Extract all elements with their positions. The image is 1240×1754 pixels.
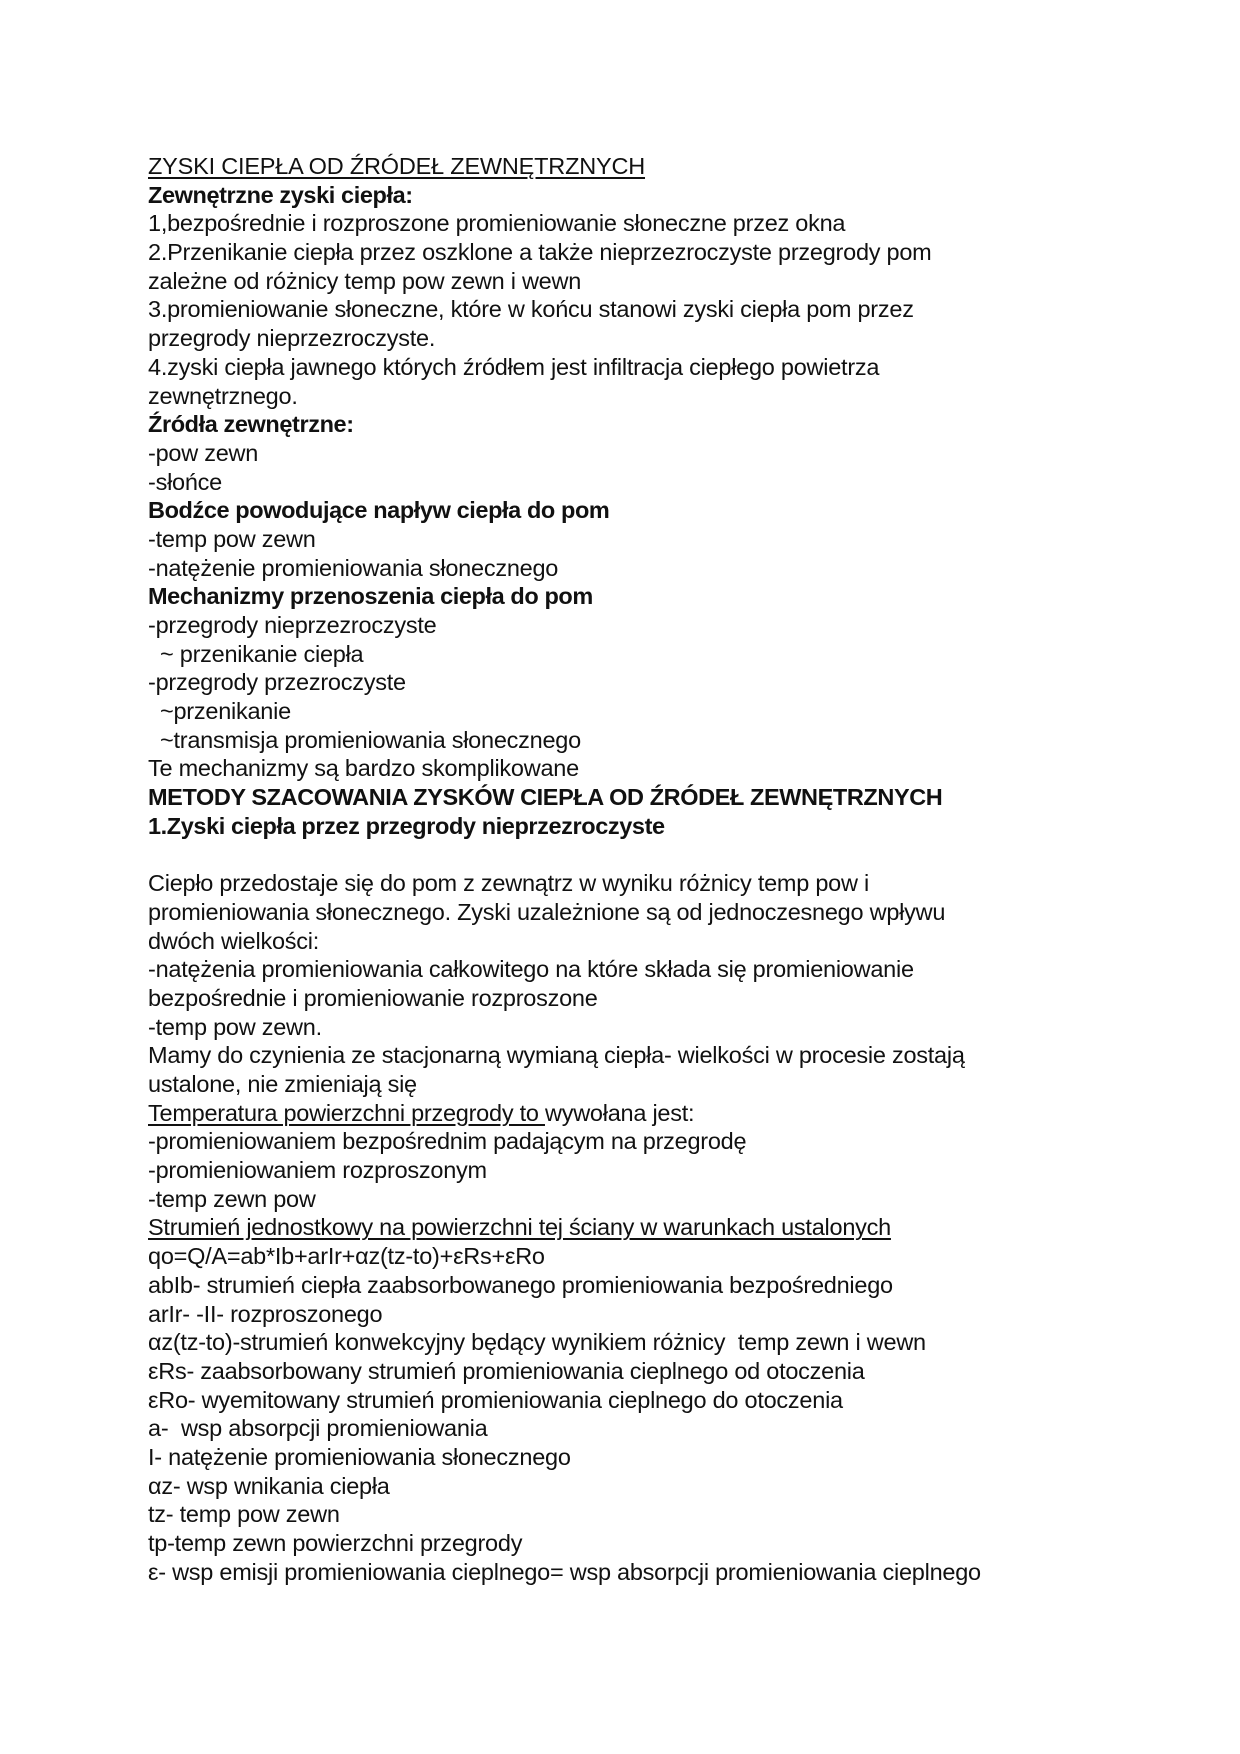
- section-heading: Zewnętrzne zyski ciepła:: [148, 181, 413, 208]
- paragraph-line: dwóch wielkości:: [148, 927, 320, 954]
- paragraph-line: promieniowania słonecznego. Zyski uzależnione są od jednoczesnego wpływu: [148, 898, 946, 925]
- definition: εRo- wyemitowany strumień promieniowania cieplnego do otoczenia: [148, 1386, 843, 1413]
- list-item: -natężenie promieniowania słonecznego: [148, 554, 559, 581]
- definition: εRs- zaabsorbowany strumień promieniowania cieplnego od otoczenia: [148, 1357, 865, 1384]
- paragraph-line: -temp pow zewn.: [148, 1013, 322, 1040]
- list-item: ~ przenikanie ciepła: [160, 640, 364, 667]
- list-item: przegrody nieprzezroczyste.: [148, 325, 436, 352]
- definition: abIb- strumień ciepła zaabsorbowanego promieniowania bezpośredniego: [148, 1271, 893, 1298]
- list-item: ~przenikanie: [160, 698, 291, 725]
- list-item: 2.Przenikanie ciepła przez oszklone a także nieprzezroczyste przegrody pom: [148, 239, 932, 266]
- formula: qo=Q/A=ab*Ib+arIr+αz(tz-to)+εRs+εRo: [148, 1243, 545, 1270]
- paragraph-line: Mamy do czynienia ze stacjonarną wymianą ciepła- wielkości w procesie zostają: [148, 1042, 965, 1069]
- definition: arIr- -II- rozproszonego: [148, 1300, 383, 1327]
- document-title: ZYSKI CIEPŁA OD ŹRÓDEŁ ZEWNĘTRZNYCH: [148, 153, 646, 179]
- list-item: -słońce: [148, 468, 223, 495]
- list-item: zewnętrznego.: [148, 382, 298, 409]
- document-page: [148, 152, 1148, 1586]
- list-item: -temp pow zewn: [148, 525, 316, 552]
- list-item: 1,bezpośrednie i rozproszone promieniowanie słoneczne przez okna: [148, 210, 846, 237]
- list-item: -przegrody nieprzezroczyste: [148, 612, 437, 638]
- definition: αz- wsp wnikania ciepła: [148, 1472, 390, 1499]
- list-item: ~transmisja promieniowania słonecznego: [160, 726, 581, 753]
- paragraph-line: bezpośrednie i promieniowanie rozproszone: [148, 984, 598, 1011]
- definition: I- natężenie promieniowania słonecznego: [148, 1443, 571, 1470]
- list-item: -pow zewn: [148, 439, 259, 466]
- list-item: -promieniowaniem bezpośrednim padającym na przegrodę: [148, 1128, 747, 1155]
- blank-line: [148, 841, 1148, 870]
- definition: tp-temp zewn powierzchni przegrody: [148, 1530, 523, 1556]
- section-heading: Mechanizmy przenoszenia ciepła do pom: [148, 583, 593, 610]
- list-item: 3.promieniowanie słoneczne, które w końcu stanowi zyski ciepła pom przez: [148, 296, 914, 323]
- flux-heading: Strumień jednostkowy na powierzchni tej ściany w warunkach ustalonych: [148, 1214, 891, 1241]
- section-heading: METODY SZACOWANIA ZYSKÓW CIEPŁA OD ŹRÓDEŁ ZEWNĘTRZNYCH: [148, 784, 943, 811]
- phrase-rest: wywołana jest:: [544, 1099, 695, 1126]
- paragraph-line: -natężenia promieniowania całkowitego na które składa się promieniowanie: [148, 956, 914, 983]
- definition: αz(tz-to)-strumień konwekcyjny będący wynikiem różnicy temp zewn i wewn: [148, 1329, 926, 1356]
- paragraph-line: Ciepło przedostaje się do pom z zewnątrz w wyniku różnicy temp pow i: [148, 870, 869, 897]
- list-item: zależne od różnicy temp pow zewn i wewn: [148, 267, 582, 294]
- paragraph-line: ustalone, nie zmieniają się: [148, 1071, 417, 1097]
- list-item: 4.zyski ciepła jawnego których źródłem jest infiltracja ciepłego powietrza: [148, 353, 880, 380]
- list-item: -przegrody przezroczyste: [148, 669, 406, 696]
- temperature-line: [148, 1099, 1148, 1128]
- underlined-phrase: Temperatura powierzchni przegrody to: [148, 1099, 545, 1126]
- section-heading: Bodźce powodujące napływ ciepła do pom: [148, 497, 610, 524]
- section-heading: Źródła zewnętrzne:: [148, 411, 354, 438]
- definition: tz- temp pow zewn: [148, 1501, 340, 1528]
- subsection-heading: 1.Zyski ciepła przez przegrody nieprzezroczyste: [148, 812, 665, 839]
- definition: a- wsp absorpcji promieniowania: [148, 1415, 488, 1442]
- list-item: -promieniowaniem rozproszonym: [148, 1157, 487, 1184]
- list-item: -temp zewn pow: [148, 1185, 316, 1212]
- definition: ε- wsp emisji promieniowania cieplnego= wsp absorpcji promieniowania cieplnego: [148, 1558, 981, 1585]
- paragraph-line: Te mechanizmy są bardzo skomplikowane: [148, 755, 579, 782]
